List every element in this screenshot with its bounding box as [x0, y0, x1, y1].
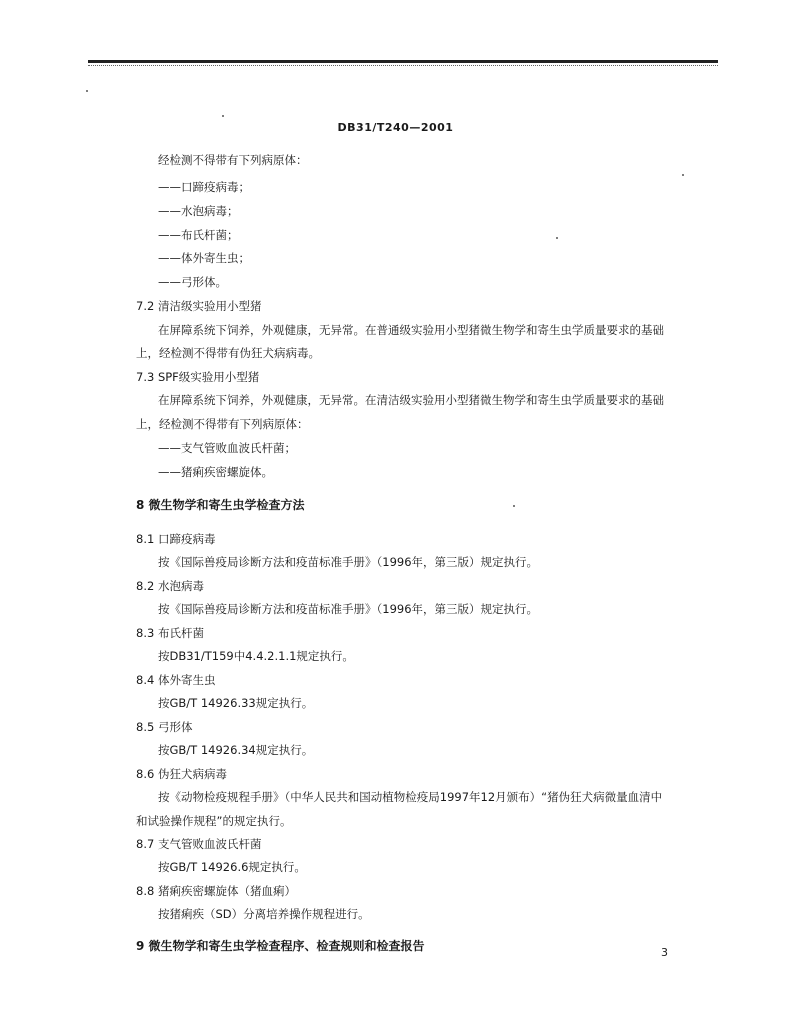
list-item: ——支气管败血波氏杆菌； [158, 441, 296, 455]
list-item: ——口蹄疫病毒； [158, 180, 250, 194]
standard-code: DB31/T240—2001 [337, 121, 454, 134]
section-heading: 8.5 弓形体 [136, 720, 193, 734]
scan-speck [222, 115, 224, 117]
paragraph: 上，经检测不得带有伪狂犬病病毒。 [136, 346, 320, 360]
paragraph: 按GB/T 14926.34规定执行。 [158, 743, 314, 757]
chapter-heading: 8 微生物学和寄生虫学检查方法 [136, 498, 305, 512]
list-item: ——弓形体。 [158, 275, 227, 289]
list-item: ——体外寄生虫； [158, 251, 250, 265]
header-rule-dotted [88, 65, 718, 66]
section-heading: 8.6 伪狂犬病病毒 [136, 767, 227, 781]
header-rule [88, 60, 718, 63]
paragraph: 按DB31/T159中4.4.2.1.1规定执行。 [158, 649, 354, 663]
section-heading: 8.2 水泡病毒 [136, 579, 204, 593]
list-item: ——猪痢疾密螺旋体。 [158, 465, 273, 479]
section-heading: 7.3 SPF级实验用小型猪 [136, 370, 260, 384]
paragraph: 按GB/T 14926.6规定执行。 [158, 860, 306, 874]
section-heading: 8.7 支气管败血波氏杆菌 [136, 837, 262, 851]
scan-speck [556, 237, 558, 239]
paragraph: 在屏障系统下饲养，外观健康，无异常。在清洁级实验用小型猪微生物学和寄生虫学质量要求的基础 [158, 393, 664, 407]
paragraph: 和试验操作规程”的规定执行。 [136, 814, 292, 828]
scan-speck [513, 505, 515, 507]
scan-speck [682, 174, 684, 176]
section-heading: 8.4 体外寄生虫 [136, 673, 216, 687]
paragraph: 按猪痢疾（SD）分离培养操作规程进行。 [158, 907, 370, 921]
paragraph: 经检测不得带有下列病原体： [158, 153, 308, 167]
paragraph: 按《国际兽疫局诊断方法和疫苗标准手册》（1996年，第三版）规定执行。 [158, 602, 539, 616]
paragraph: 上，经检测不得带有下列病原体： [136, 417, 309, 431]
paragraph: 按《动物检疫规程手册》（中华人民共和国动植物检疫局1997年12月颁布）“猪伪狂犬病微量血清中 [158, 790, 663, 804]
section-heading: 8.3 布氏杆菌 [136, 626, 204, 640]
section-heading: 8.1 口蹄疫病毒 [136, 532, 216, 546]
list-item: ——布氏杆菌； [158, 228, 239, 242]
page-number: 3 [661, 946, 668, 959]
list-item: ——水泡病毒； [158, 204, 239, 218]
paragraph: 按《国际兽疫局诊断方法和疫苗标准手册》（1996年，第三版）规定执行。 [158, 555, 539, 569]
section-heading: 8.8 猪痢疾密螺旋体（猪血痢） [136, 884, 296, 898]
paragraph: 按GB/T 14926.33规定执行。 [158, 696, 314, 710]
section-heading: 7.2 清洁级实验用小型猪 [136, 299, 262, 313]
scan-speck [86, 90, 88, 92]
paragraph: 在屏障系统下饲养，外观健康，无异常。在普通级实验用小型猪微生物学和寄生虫学质量要求的基础 [158, 323, 664, 337]
chapter-heading: 9 微生物学和寄生虫学检查程序、检查规则和检查报告 [136, 939, 425, 953]
